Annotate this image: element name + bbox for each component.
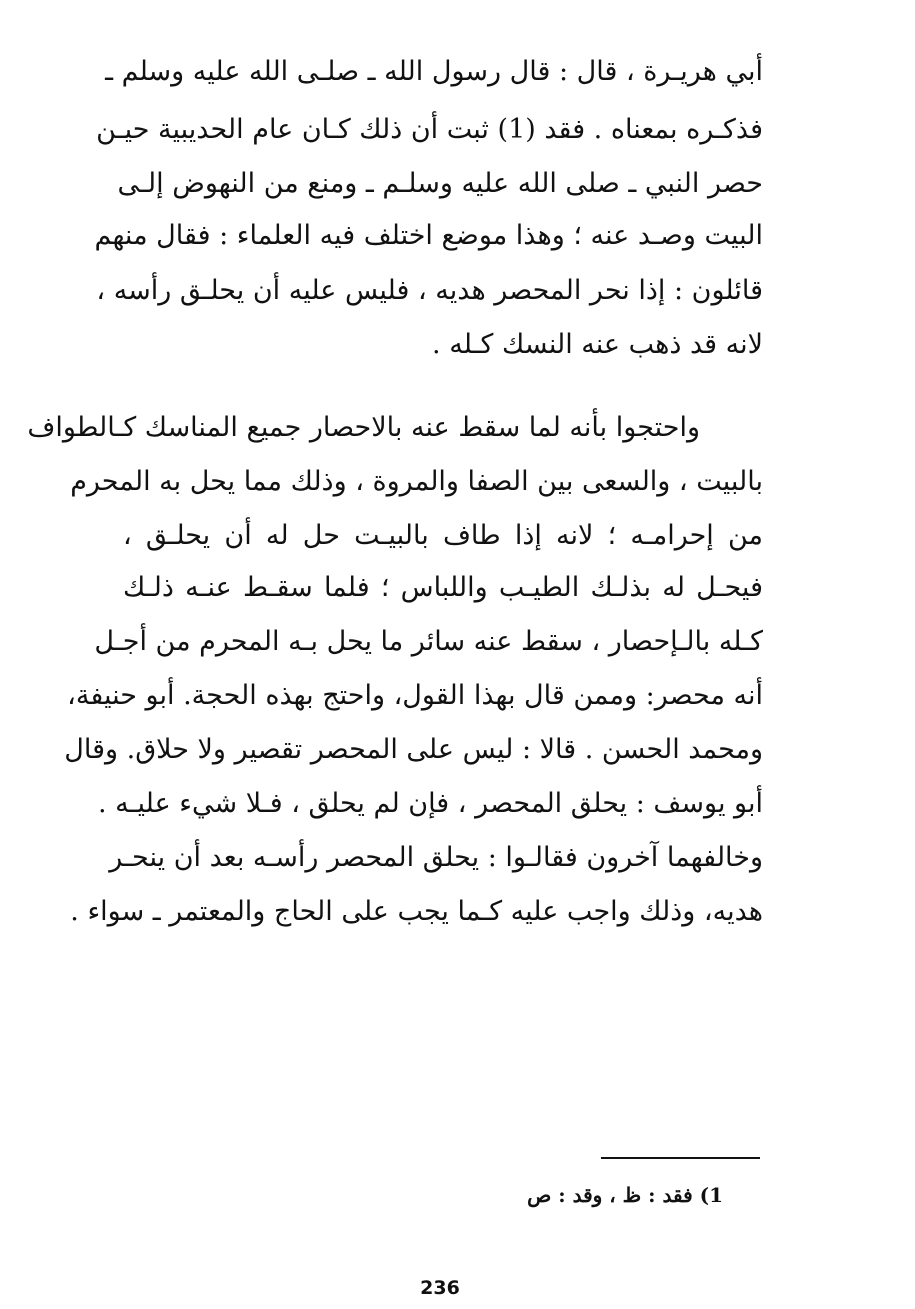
text-line: فيحـل له بذلـك الطيـب واللباس ؛ فلما سقـط عنـه ذلـك [123, 572, 763, 603]
text-line: البيت وصـد عنه ؛ وهذا موضع اختلف فيه العلماء : فقال منهم [94, 220, 763, 251]
text-line: حصر النبي ـ صلى الله عليه وسلـم ـ ومنع من النهوض إلـى [117, 168, 763, 199]
text-line: لانه قد ذهب عنه النسك كـله . [432, 329, 763, 360]
footnote-separator [601, 1157, 760, 1159]
text-line: ومحمد الحسن . قالا : ليس على المحصر تقصير ولا حلاق. وقال [64, 734, 763, 765]
text-line: قائلون : إذا نحر المحصر هديه ، فليس عليه أن يحلـق رأسه ، [96, 275, 763, 306]
text-line: من إحرامـه ؛ لانه إذا طاف بالبيـت حل له أن يحلـق ، [123, 520, 763, 551]
text-line: وخالفهما آخرون فقالـوا : يحلق المحصر رأسـه بعد أن ينحـر [109, 842, 763, 873]
text-line: بالبيت ، والسعى بين الصفا والمروة ، وذلك مما يحل به المحرم [70, 466, 763, 497]
text-line: هديه، وذلك واجب عليه كـما يجب على الحاج والمعتمر ـ سواء . [70, 896, 763, 927]
text-line: فذكـره بمعناه . فقد (1) ثبت أن ذلك كـان عام الحديبية حيـن [96, 114, 763, 145]
text-line: أنه محصر: وممن قال بهذا القول، واحتج بهذه الحجة. أبو حنيفة، [67, 680, 763, 711]
page-number: 236 [420, 1277, 460, 1299]
text-line-indented: واحتجوا بأنه لما سقط عنه بالاحصار جميع المناسك كـالطواف [27, 412, 700, 443]
footnote: 1) فقد : ظ ، وقد : ص [527, 1183, 723, 1207]
text-line: أبي هريـرة ، قال : قال رسول الله ـ صلـى الله عليه وسلم ـ [105, 56, 763, 87]
text-line: أبو يوسف : يحلق المحصر ، فإن لم يحلق ، فـلا شيء عليـه . [97, 788, 763, 819]
text-line: كـله بالـإحصار ، سقط عنه سائر ما يحل بـه المحرم من أجـل [94, 626, 763, 657]
